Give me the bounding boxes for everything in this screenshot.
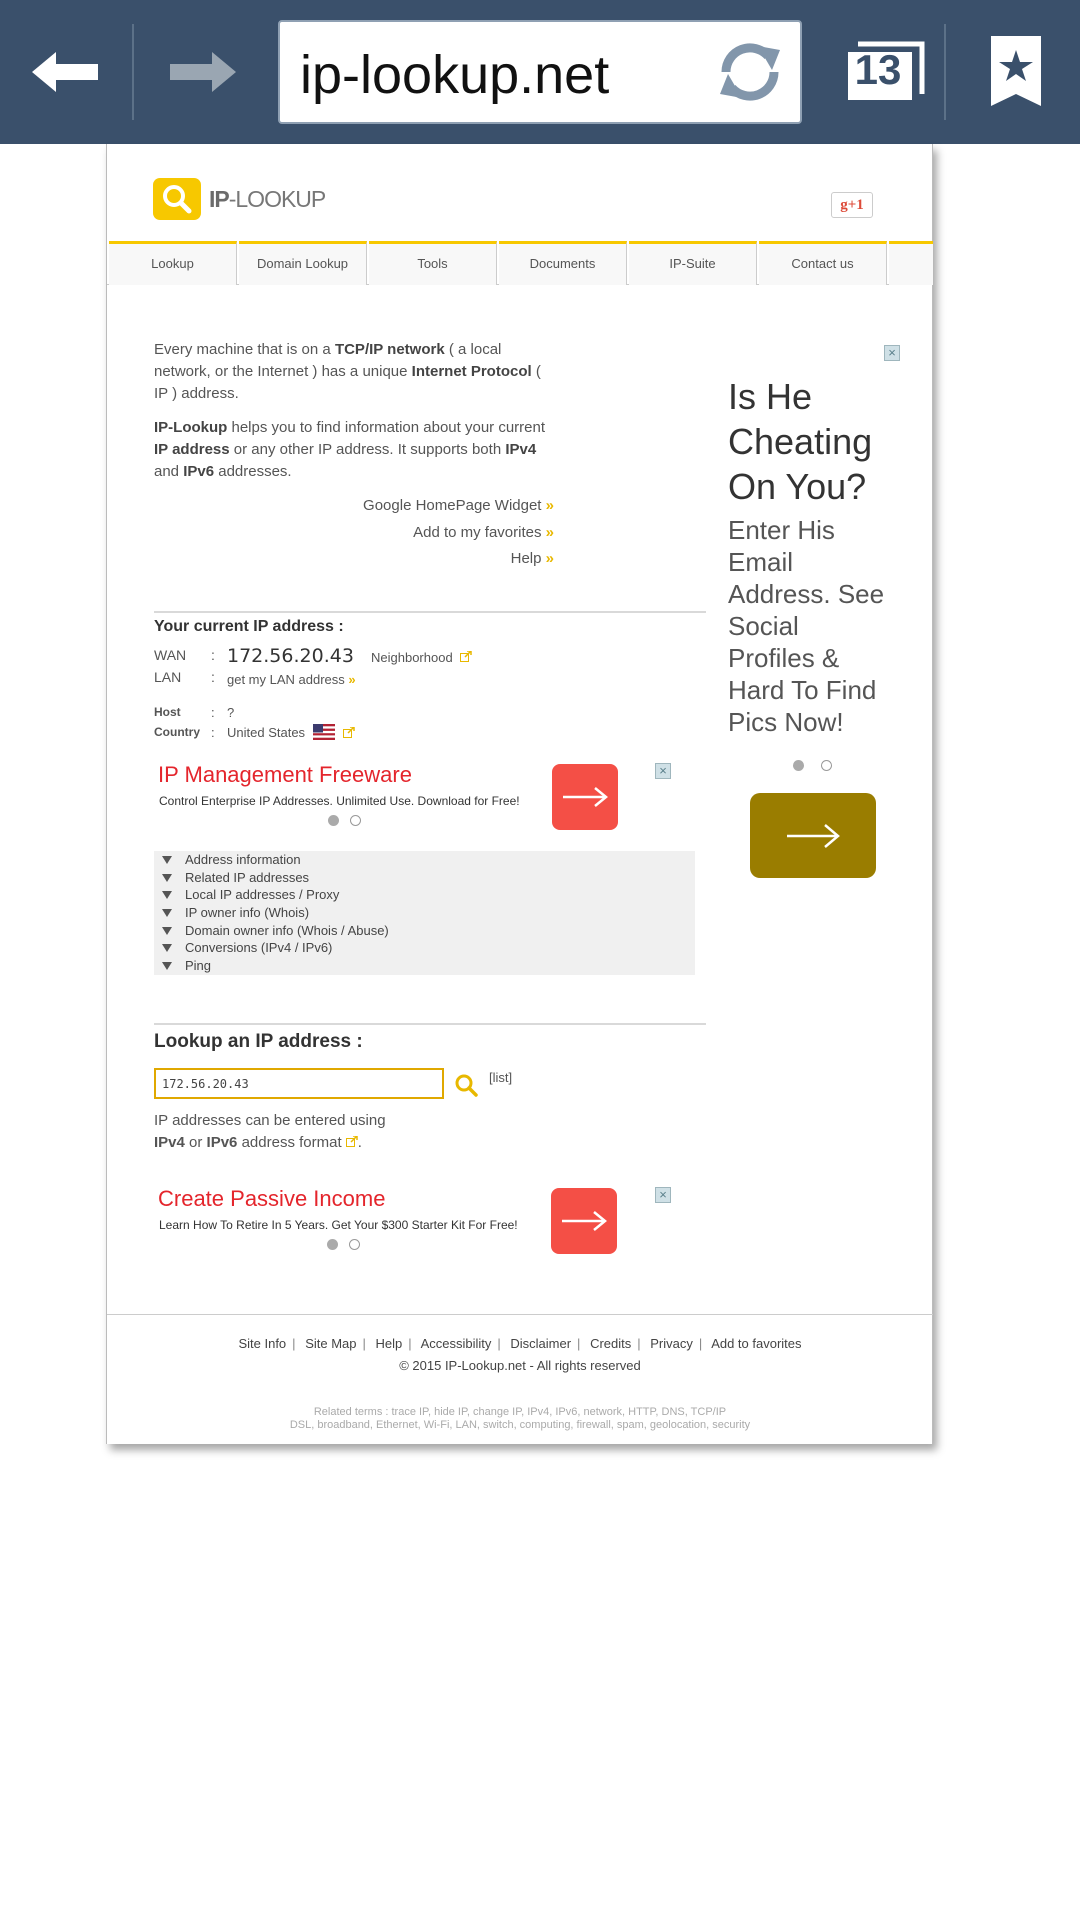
arrow-right-icon [560,1210,608,1232]
footer-link-site-map[interactable]: Site Map [305,1336,357,1351]
nav-domain-lookup[interactable]: Domain Lookup [239,241,367,285]
ad1-pager[interactable] [328,813,372,831]
country-label: Country [154,725,200,739]
forward-button[interactable] [166,0,238,144]
ad1-close-icon[interactable]: × [655,763,671,779]
info-accordion [154,851,695,975]
web-page: IP-LOOKUP g+1 Lookup Domain Lookup Tools Documents IP-Suite Contact us Every machine that is on a TCP/IP network ( a local network, or the Internet ) has a unique Internet Protocol ( IP ) address. IP-Lookup helps you to find information about your current IP address or any other IP address. It supports both IPv4 and IPv6 addresses. Google HomePage Widget » Add to my favorites » Help » Your current IP address : WAN : 172.56.20.43 Neighborhood LAN : get my LAN address » Host : ? Country : United States IP Management Freeware Control Enterprise IP Addresses. Unlimited Use. Download for Free! × Address information Related IP addresses Local IP addresses / Proxy IP owner info (Whois) Domain owner info (Whois / Abuse) Conversions (IPv4 / IPv6) Ping Lookup an IP address : 172.56.20.43 [list] IP addresses can be entered using IPv4 or IPv6 address format . Create Passive Income Learn How To Retire In 5 Years. Get Your $300 Starter Kit For Free! × × Is He Cheating On You? Enter His Email Address. See Social Profiles & Hard To Find Pics Now! Site Info | Site Map | Help | Accessibility | Disclaimer | Credits | Privacy | Add to favorites © 2015 IP-Lookup.net - All rights reserved Related terms : trace IP, hide IP, change IP, IPv4, IPv6, network, HTTP, DNS, TCP/IP DSL, broadband, Ethernet, Wi-Fi, LAN, switch, computing, firewall, spam, geolocation, security [106,144,933,1444]
accordion-item[interactable]: Ping [154,957,695,975]
bookmark-star-icon [989,36,1043,108]
intro-paragraph-2: IP-Lookup helps you to find information about your current IP address or any other IP address. It supports both IPv4 and IPv6 addresses. [154,419,546,480]
list-link[interactable]: [list] [489,1070,513,1085]
google-widget-link[interactable]: Google HomePage Widget » [363,497,554,514]
accordion-item[interactable]: Address information [154,851,695,869]
nav-contact-us[interactable]: Contact us [759,241,887,285]
ad1-arrow-button[interactable] [552,764,618,830]
external-link-icon[interactable] [343,727,355,738]
footer-link-site-info[interactable]: Site Info [238,1336,287,1351]
ad1-description[interactable]: Control Enterprise IP Addresses. Unlimited Use. Download for Free! [159,794,520,808]
footer-link-credits[interactable]: Credits [590,1336,632,1351]
us-flag-icon [313,724,335,740]
url-text[interactable]: ip-lookup.net [300,45,610,105]
neighborhood-link[interactable]: Neighborhood [371,650,472,665]
divider [154,611,706,613]
bookmark-button[interactable] [980,0,1052,144]
nav-lookup[interactable]: Lookup [109,241,237,285]
arrow-right-icon [785,823,841,849]
ad2-description[interactable]: Learn How To Retire In 5 Years. Get Your $300 Starter Kit For Free! [159,1218,518,1232]
side-ad-arrow-button[interactable] [750,793,876,878]
current-ip-title: Your current IP address : [154,618,344,635]
ad2-arrow-button[interactable] [551,1188,617,1254]
lan-address-link[interactable]: get my LAN address » [227,672,356,687]
tabs-button[interactable] [840,0,928,144]
accordion-item[interactable]: Related IP addresses [154,869,695,887]
side-ad-headline[interactable]: Is He Cheating On You? [728,376,873,507]
help-link[interactable]: Help » [510,550,554,567]
forward-arrow-icon [168,50,236,94]
accordion-item[interactable]: Conversions (IPv4 / IPv6) [154,939,695,957]
reload-icon[interactable] [712,38,788,106]
nav-documents[interactable]: Documents [499,241,627,285]
arrow-right-icon [561,786,609,808]
footer-link-help[interactable]: Help [375,1336,403,1351]
footer-link-disclaimer[interactable]: Disclaimer [510,1336,572,1351]
host-label: Host [154,705,181,719]
side-ad-close-icon[interactable]: × [884,345,900,361]
side-ad-body[interactable]: Enter His Email Address. See Social Profiles & Hard To Find Pics Now! [728,515,885,737]
lookup-title: Lookup an IP address : [154,1031,363,1052]
site-logo[interactable]: IP-LOOKUP [209,186,326,212]
footer-link-add-favorites[interactable]: Add to favorites [711,1336,802,1351]
divider [154,1023,706,1025]
external-link-icon[interactable] [346,1136,358,1147]
ad2-close-icon[interactable]: × [655,1187,671,1203]
intro-paragraph-1: Every machine that is on a TCP/IP network ( a local network, or the Internet ) has a unique Internet Protocol ( IP ) address. [154,341,541,402]
google-plus-button[interactable]: g+1 [831,192,873,218]
copyright: © 2015 IP-Lookup.net - All rights reserved [399,1358,641,1373]
address-bar[interactable] [278,20,802,124]
back-button[interactable] [30,0,102,144]
back-arrow-icon [32,50,100,94]
ip-search-input[interactable]: 172.56.20.43 [154,1068,444,1099]
ad1-title[interactable]: IP Management Freeware [158,762,412,787]
lookup-note: IP addresses can be entered using IPv4 or IPv6 address format . [154,1112,386,1151]
country-value: United States [227,725,306,740]
accordion-item[interactable]: Local IP addresses / Proxy [154,886,695,904]
logo-search-icon[interactable] [153,178,201,220]
accordion-item[interactable]: IP owner info (Whois) [154,904,695,922]
wan-ip-value: 172.56.20.43 [227,645,354,667]
host-value: ? [227,705,235,720]
nav-more[interactable] [889,241,933,285]
footer-link-accessibility[interactable]: Accessibility [420,1336,492,1351]
main-nav [107,241,933,285]
nav-ip-suite[interactable]: IP-Suite [629,241,757,285]
nav-tools[interactable]: Tools [369,241,497,285]
footer-links: Site Info | Site Map | Help | Accessibility | Disclaimer | Credits | Privacy | Add to favorites [238,1336,802,1351]
footer-link-privacy[interactable]: Privacy [650,1336,693,1351]
accordion-item[interactable]: Domain owner info (Whois / Abuse) [154,922,695,940]
ad2-title[interactable]: Create Passive Income [158,1186,386,1211]
search-icon[interactable] [454,1073,478,1097]
footer-divider [107,1314,933,1315]
related-terms: Related terms : trace IP, hide IP, change IP, IPv4, IPv6, network, HTTP, DNS, TCP/IP DSL, broadband, Ethernet, Wi-Fi, LAN, switch, computing, firewall, spam, geolocation, security [289,1406,751,1431]
ad2-pager[interactable] [327,1237,371,1255]
lan-label: LAN [154,669,182,685]
wan-label: WAN [154,647,187,663]
tab-count: 13 [854,46,902,93]
add-favorites-link[interactable]: Add to my favorites » [413,524,554,541]
external-link-icon [460,651,472,662]
side-ad-pager[interactable] [793,758,843,776]
browser-toolbar [0,0,1080,144]
